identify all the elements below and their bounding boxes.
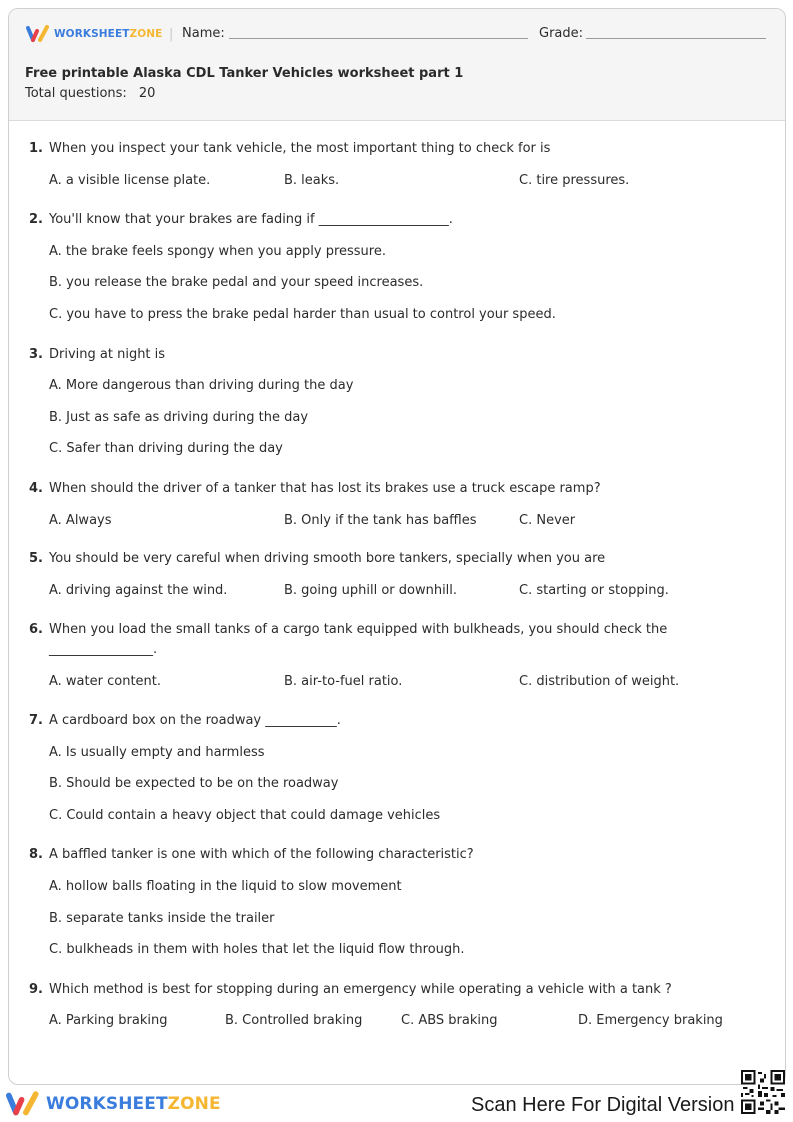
footer-brand-name: WORKSHEETZONE: [46, 1094, 221, 1114]
option-a[interactable]: A. the brake feels spongy when you apply pressure.: [49, 244, 386, 259]
question-number: 7.: [29, 713, 43, 728]
header-separator: |: [169, 27, 174, 42]
question-number: 5.: [29, 551, 43, 566]
qr-code-icon[interactable]: [741, 1070, 785, 1114]
option-d[interactable]: D. Emergency braking: [578, 1013, 723, 1028]
total-questions-label: Total questions:: [25, 86, 127, 101]
worksheet-header: [9, 9, 785, 121]
grade-field[interactable]: [586, 38, 766, 39]
option-b[interactable]: B. Only if the tank has baffles: [284, 513, 477, 528]
option-a[interactable]: A. a visible license plate.: [49, 173, 211, 188]
option-c[interactable]: C. ABS braking: [401, 1013, 498, 1028]
option-c[interactable]: C. distribution of weight.: [519, 674, 680, 689]
option-b[interactable]: B. separate tanks inside the trailer: [49, 911, 275, 926]
option-a[interactable]: A. hollow balls floating in the liquid to slow movement: [49, 879, 402, 894]
logo-w-icon: [6, 1091, 40, 1117]
total-questions: [25, 86, 155, 101]
option-c[interactable]: C. Safer than driving during the day: [49, 441, 283, 456]
worksheet-title: Free printable Alaska CDL Tanker Vehicles worksheet part 1: [25, 66, 464, 81]
option-b[interactable]: B. Controlled braking: [225, 1013, 363, 1028]
option-b[interactable]: B. leaks.: [284, 173, 340, 188]
option-a[interactable]: A. driving against the wind.: [49, 583, 228, 598]
option-b[interactable]: B. air-to-fuel ratio.: [284, 674, 403, 689]
question-number: 9.: [29, 982, 43, 997]
option-c[interactable]: C. you have to press the brake pedal harder than usual to control your speed.: [49, 307, 556, 322]
question-text: When should the driver of a tanker that has lost its brakes use a truck escape ramp?: [49, 481, 601, 496]
question-text: A cardboard box on the roadway ___________.: [49, 713, 341, 728]
scan-instruction: Scan Here For Digital Version: [471, 1094, 735, 1116]
question-number: 1.: [29, 141, 43, 156]
question-text: Driving at night is: [49, 347, 166, 362]
name-label: Name:: [182, 26, 225, 41]
option-b[interactable]: B. you release the brake pedal and your speed increases.: [49, 275, 424, 290]
question-text: A baffled tanker is one with which of the following characteristic?: [49, 847, 474, 862]
option-a[interactable]: A. Always: [49, 513, 112, 528]
question-number: 2.: [29, 212, 43, 227]
option-c[interactable]: C. starting or stopping.: [519, 583, 669, 598]
option-a[interactable]: A. Parking braking: [49, 1013, 168, 1028]
option-b[interactable]: B. Just as safe as driving during the day: [49, 410, 309, 425]
option-c[interactable]: C. Could contain a heavy object that could damage vehicles: [49, 808, 441, 823]
option-b[interactable]: B. Should be expected to be on the roadway: [49, 776, 339, 791]
question-text: Which method is best for stopping during an emergency while operating a vehicle with a tank ?: [49, 982, 672, 997]
option-a[interactable]: A. water content.: [49, 674, 162, 689]
option-b[interactable]: B. going uphill or downhill.: [284, 583, 458, 598]
question-number: 6.: [29, 622, 43, 637]
total-questions-value: 20: [138, 86, 156, 101]
question-text: When you load the small tanks of a cargo tank equipped with bulkheads, you should check the ________________.: [49, 622, 668, 657]
footer-brand-logo: [6, 1091, 221, 1117]
logo-w-icon: [26, 25, 50, 43]
name-field[interactable]: [229, 38, 528, 39]
question-text: You should be very careful when driving smooth bore tankers, specially when you are: [49, 551, 606, 566]
question-text: When you inspect your tank vehicle, the most important thing to check for is: [49, 141, 551, 156]
question-text: You'll know that your brakes are fading if ____________________.: [49, 212, 453, 227]
option-c[interactable]: C. Never: [519, 513, 576, 528]
brand-logo: [26, 25, 162, 43]
option-a[interactable]: A. More dangerous than driving during the day: [49, 378, 354, 393]
option-a[interactable]: A. Is usually empty and harmless: [49, 745, 265, 760]
question-number: 4.: [29, 481, 43, 496]
worksheet-page: [8, 8, 786, 1085]
brand-name: WORKSHEETZONE: [54, 28, 163, 40]
question-number: 3.: [29, 347, 43, 362]
grade-label: Grade:: [539, 26, 584, 41]
question-number: 8.: [29, 847, 43, 862]
option-c[interactable]: C. tire pressures.: [519, 173, 630, 188]
option-c[interactable]: C. bulkheads in them with holes that let the liquid flow through.: [49, 942, 465, 957]
